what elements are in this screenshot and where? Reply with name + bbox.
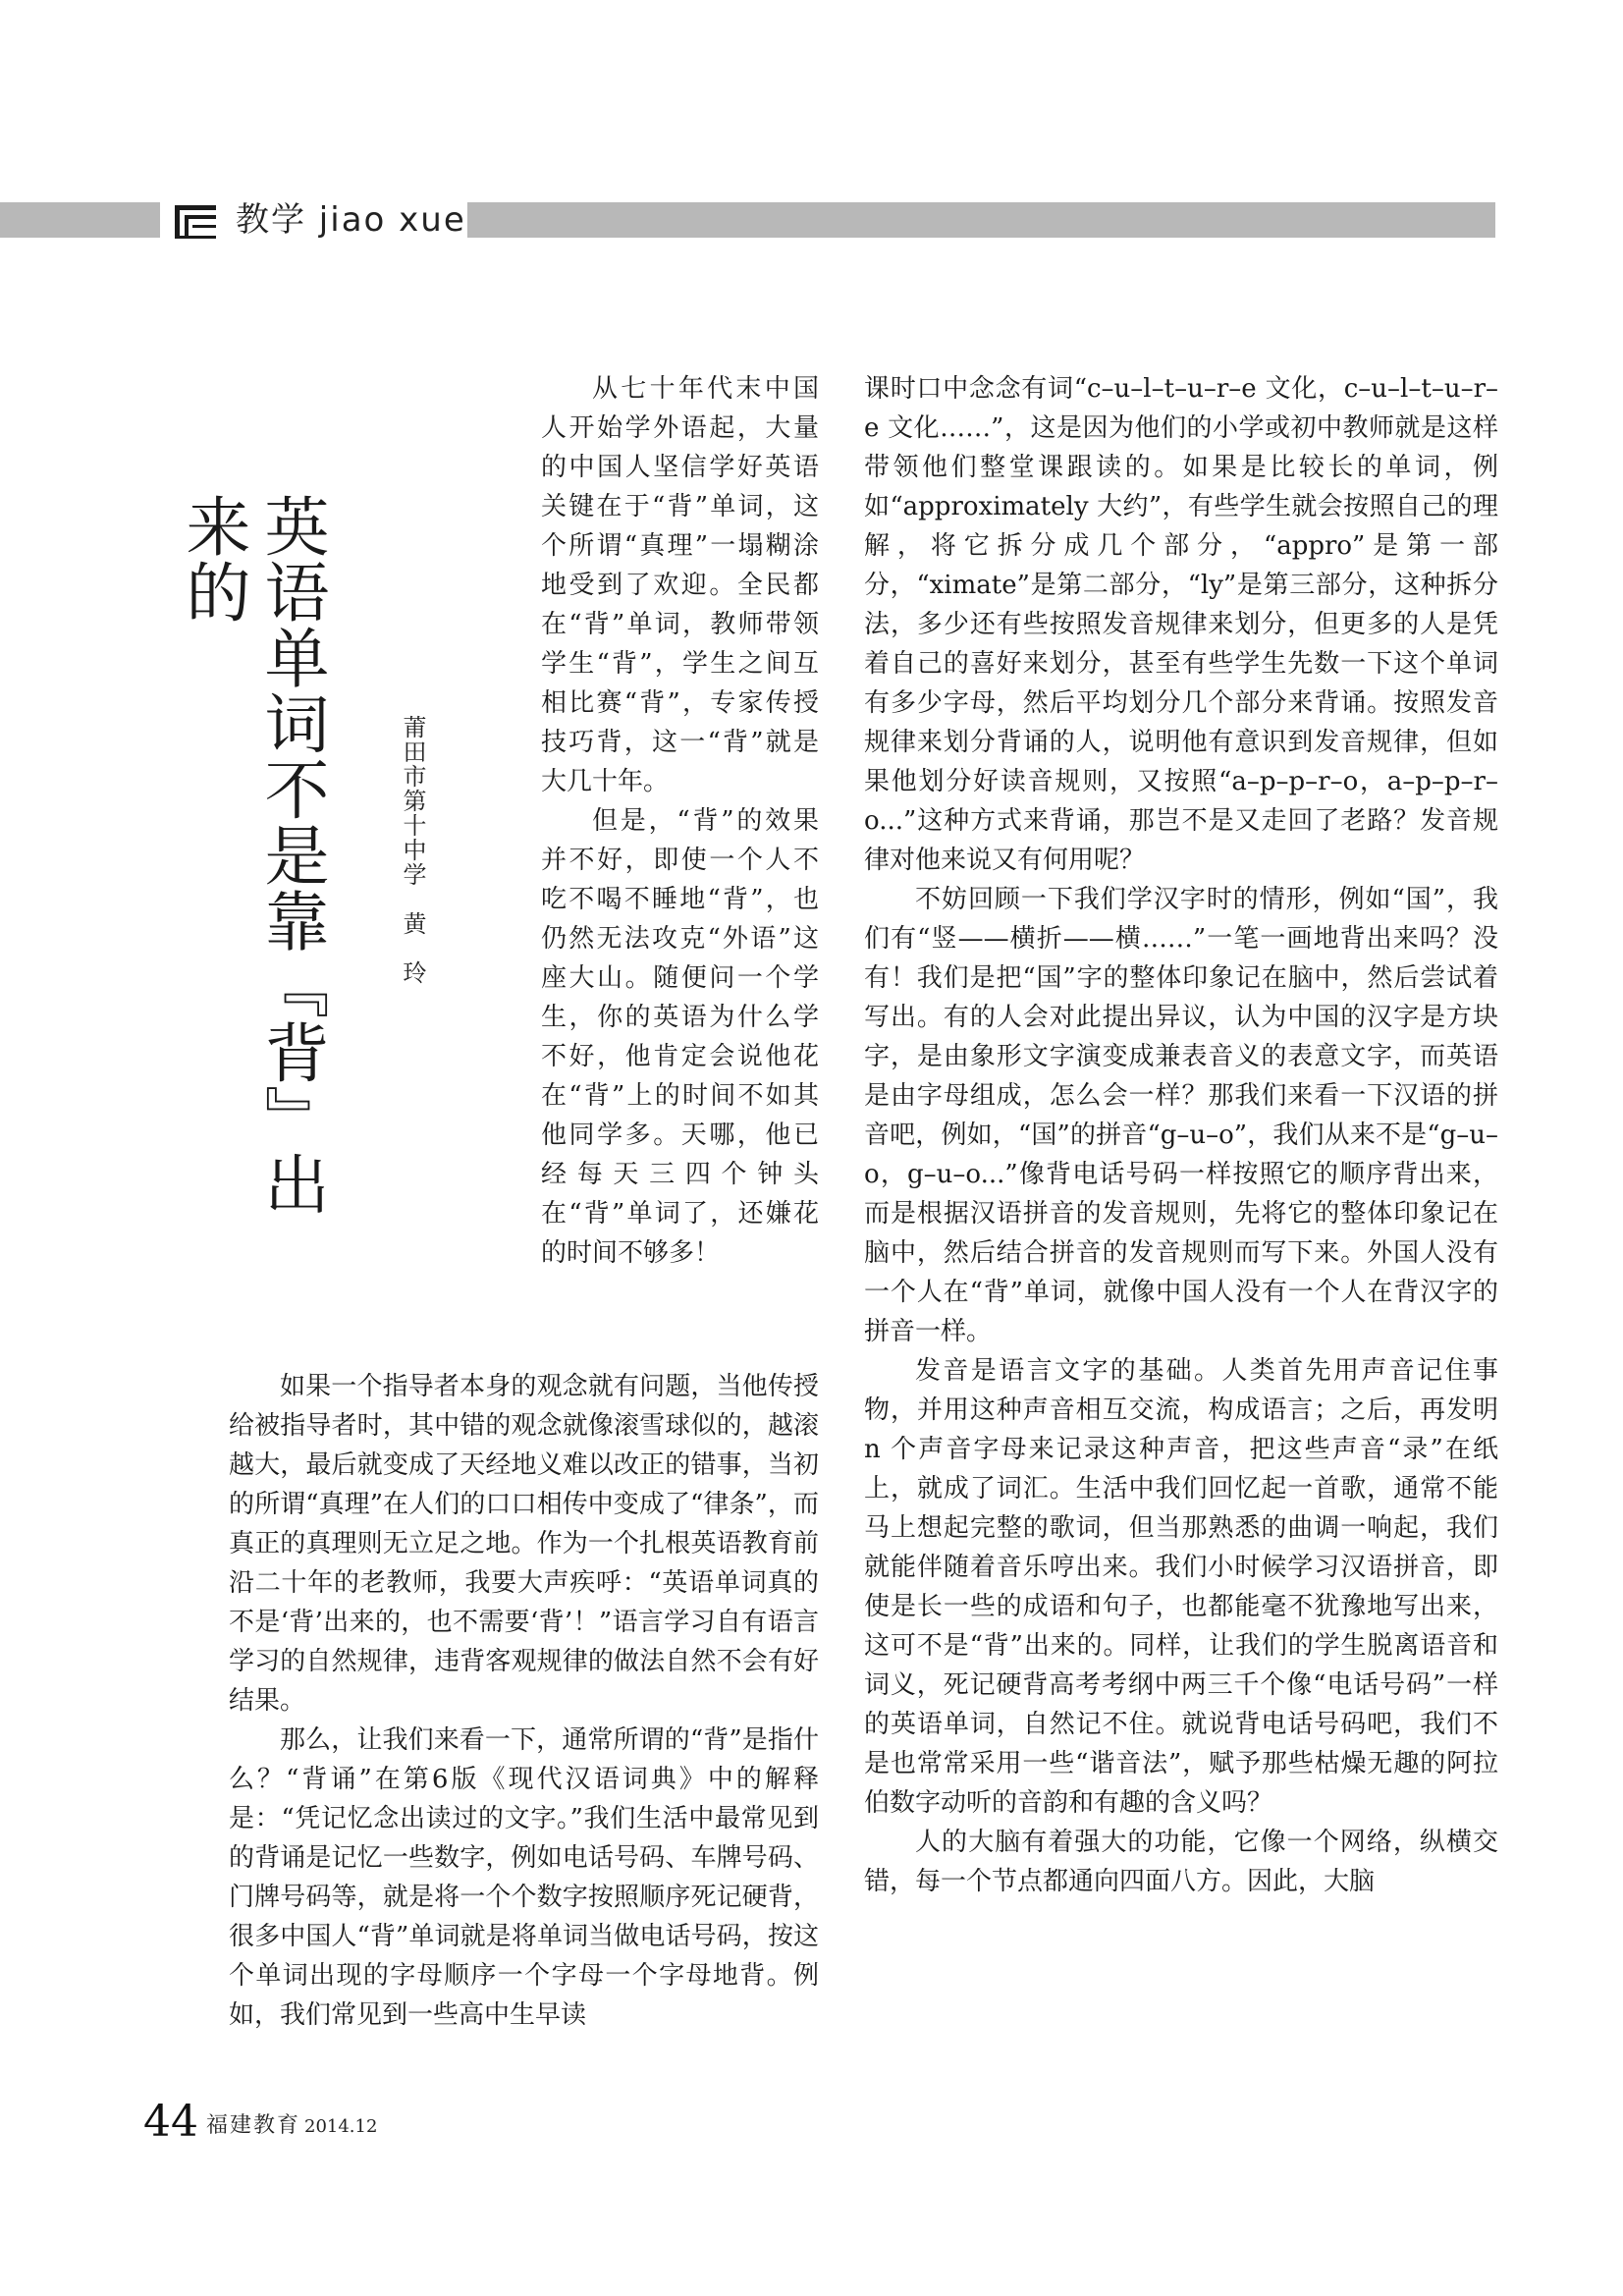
- paragraph: 人的大脑有着强大的功能，它像一个网络，纵横交错，每一个节点都通向四面八方。因此，大脑: [864, 1828, 1498, 1896]
- paragraph: 那么，让我们来看一下，通常所谓的“背”是指什么？“背诵”在第6版《现代汉语词典》中的解释是：“凭记忆念出读过的文字。”我们生活中最常见到的背诵是记忆一些数字，例如电话号码、车牌号码、门牌号码等，就是将一个个数字按照顺序死记硬背，很多中国人“背”单词就是将单词当做电话号码，按这个单词出现的字母顺序一个字母一个字母地背。例如，我们常见到一些高中生早读: [229, 1725, 819, 2030]
- issue-date: 2014.12: [304, 2116, 378, 2137]
- column-1-bottom: [229, 1367, 819, 2035]
- paragraph: 发音是语言文字的基础。人类首先用声音记住事物，并用这种声音相互交流，构成语言；之后，再发明 n 个声音字母来记录这种声音，把这些声音“录”在纸上，就成了词汇。生活中我们回忆起一首歌，通常不能马上想起完整的歌词，但当那熟悉的曲调一响起，我们就能伴随着音乐哼出来。我们小时候学习汉语拼音，即使是长一些的成语和句子，也都能毫不犹豫地写出来，这可不是“背”出来的。同样，让我们的学生脱离语音和词义，死记硬背高考考纲中两三千个像“电话号码”一样的英语单词，自然记不住。就说背电话号码吧，我们不是也常常采用一些“谐音法”，赋予那些枯燥无趣的阿拉伯数字动听的音韵和有趣的含义吗？: [864, 1356, 1498, 1818]
- column-1-top: [541, 369, 819, 1273]
- paragraph: 从七十年代末中国人开始学外语起，大量的中国人坚信学好英语关键在于“背”单词，这个所谓“真理”一塌糊涂地受到了欢迎。全民都在“背”单词，教师带领学生“背”，学生之间互相比赛“背”，专家传授技巧背，这一“背”就是大几十年。: [541, 374, 819, 796]
- article-author: 莆田市第十中学 黄 玲: [399, 715, 426, 985]
- paragraph: 如果一个指导者本身的观念就有问题，当他传授给被指导者时，其中错的观念就像滚雪球似的，越滚越大，最后就变成了天经地义难以改正的错事，当初的所谓“真理”在人们的口口相传中变成了“律条”，而真正的真理则无立足之地。作为一个扎根英语教育前沿二十年的老教师，我要大声疾呼：“英语单词真的不是‘背’出来的，也不需要‘背’！”语言学习自有语言学习的自然规律，违背客观规律的做法自然不会有好结果。: [229, 1372, 819, 1716]
- header-bar-right: [467, 202, 1495, 238]
- column-2: [864, 369, 1498, 1901]
- page-number: 44: [143, 2097, 198, 2147]
- header-bar-left: [0, 202, 160, 238]
- paragraph: 课时口中念念有词“c–u–l–t–u–r–e 文化，c–u–l–t–u–r–e 文化……”，这是因为他们的小学或初中教师就是这样带领他们整堂课跟读的。如果是比较长的单词，例如“approximately 大约”，有些学生就会按照自己的理解，将它拆分成几个部分，“appro”是第一部分，“ximate”是第二部分，“ly”是第三部分，这种拆分法，多少还有些按照发音规律来划分，但更多的人是凭着自己的喜好来划分，甚至有些学生先数一下这个单词有多少字母，然后平均划分几个部分来背诵。按照发音规律来划分背诵的人，说明他有意识到发音规律，但如果他划分好读音规则，又按照“a–p–p–r–o，a–p–p–r–o...”这种方式来背诵，那岂不是又走回了老路？发音规律对他来说又有何用呢？: [864, 374, 1498, 875]
- paragraph: 但是，“背”的效果并不好，即使一个人不吃不喝不睡地“背”，也仍然无法攻克“外语”这座大山。随便问一个学生，你的英语为什么学不好，他肯定会说他花在“背”上的时间不如其他同学多。天哪，他已经每天三四个钟头在“背”单词了，还嫌花的时间不够多！: [541, 806, 819, 1268]
- magazine-name: 福建教育: [206, 2113, 301, 2138]
- article-title: 英语单词不是靠『背』出来的: [175, 493, 329, 1217]
- section-title: 教学 jiao xue: [236, 200, 466, 240]
- section-logo-icon: [171, 203, 220, 243]
- paragraph: 不妨回顾一下我们学汉字时的情形，例如“国”，我们有“竖——横折——横……”一笔一画地背出来吗？没有！我们是把“国”字的整体印象记在脑中，然后尝试着写出。有的人会对此提出异议，认为中国的汉字是方块字，是由象形文字演变成兼表音义的表意文字，而英语是由字母组成，怎么会一样？那我们来看一下汉语的拼音吧，例如，“国”的拼音“g–u–o”，我们从来不是“g–u–o，g–u–o...”像背电话号码一样按照它的顺序背出来，而是根据汉语拼音的发音规则，先将它的整体印象记在脑中，然后结合拼音的发音规则而写下来。外国人没有一个人在“背”单词，就像中国人没有一个人在背汉字的拼音一样。: [864, 885, 1498, 1346]
